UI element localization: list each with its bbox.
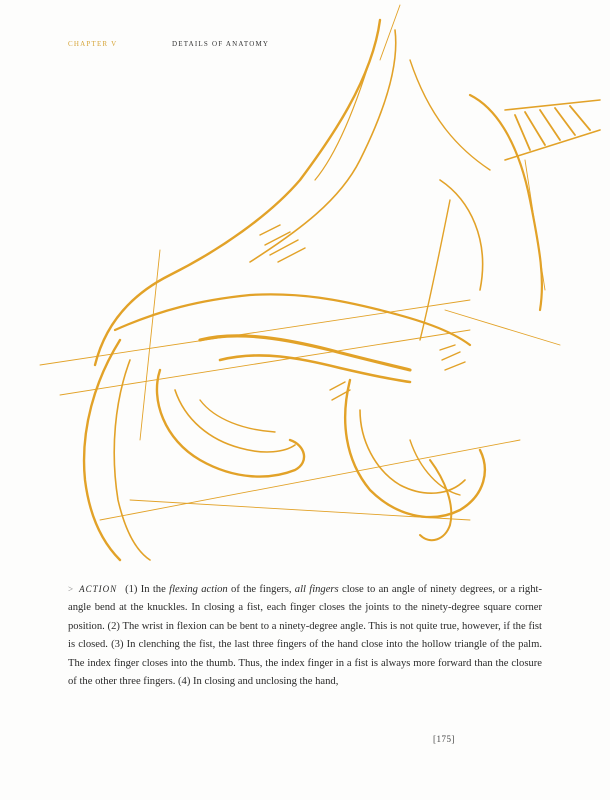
text-segment: of the fingers, (227, 584, 295, 595)
text-segment: (1) In the (125, 584, 170, 595)
paragraph-marker: > (68, 584, 74, 594)
emphasis-all-fingers: all fingers (294, 584, 339, 595)
chapter-label: CHAPTER V (68, 40, 118, 48)
emphasis-flexing-action: flexing action (169, 584, 228, 595)
page-number: [175] (433, 734, 455, 744)
section-title: DETAILS OF ANATOMY (172, 40, 270, 48)
body-paragraph (68, 580, 542, 691)
text-segment: close to an angle of ninety degrees, or a right-angle bend at the knuckles. In closing a fist, each finger closes the joints to the ninety-degree square corner position. (2) The wrist in flexion can be bent to a ninety-degree angle. This is not quite true, however, if the fist is closed. (3) In clenching the fist, the last three fingers of the hand close into the hollow triangle of the palm. The index finger closes into the thumb. Thus, the index finger in a fist is always more forward than the closure of the other three fingers. (4) In closing and unclosing the hand, (68, 584, 542, 688)
section-label: ACTION (79, 584, 118, 594)
